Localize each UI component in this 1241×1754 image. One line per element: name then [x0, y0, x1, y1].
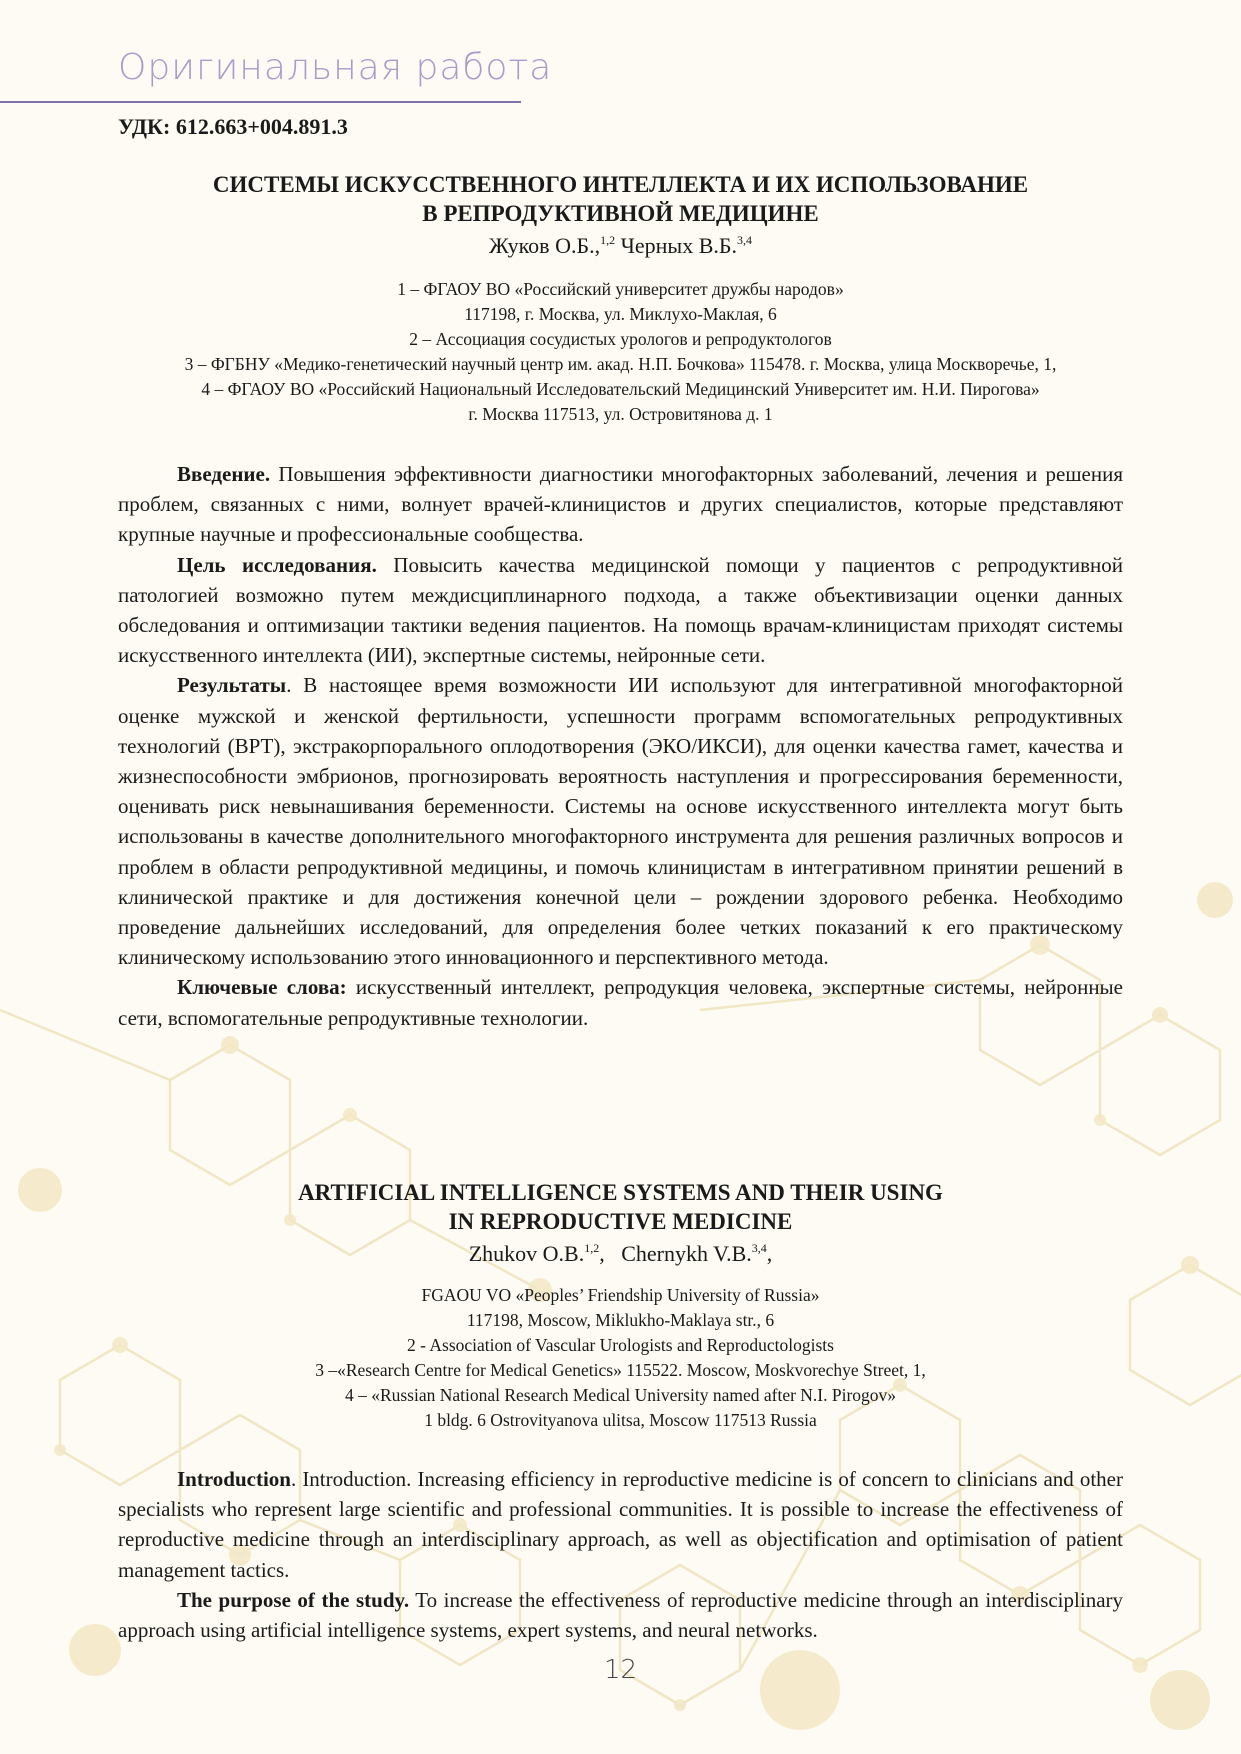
- ru-author-1: Жуков О.Б.,: [488, 233, 601, 258]
- ru-affiliation-line: 4 – ФГАОУ ВО «Российский Национальный Исследовательский Медицинский Университет им. Н.И. Пирогова»: [201, 379, 1040, 399]
- en-author-2: , Chernykh V.B.: [599, 1241, 752, 1266]
- en-title: [118, 1178, 1123, 1236]
- ru-authors: [118, 233, 1123, 259]
- ru-affiliation-line: 3 – ФГБНУ «Медико-генетический научный центр им. акад. Н.П. Бочкова» 115478. г. Москва, улица Москворечье, 1,: [184, 354, 1057, 374]
- ru-affiliation-line: 2 – Ассоциация сосудистых урологов и репродуктологов: [409, 329, 832, 349]
- ru-title-line-1: СИСТЕМЫ ИСКУССТВЕННОГО ИНТЕЛЛЕКТА И ИХ ИСПОЛЬЗОВАНИЕ: [212, 172, 1029, 197]
- ru-heading-introduction: Введение.: [177, 462, 271, 486]
- ru-title-line-2: В РЕПРОДУКТИВНОЙ МЕДИЦИНЕ: [422, 201, 819, 226]
- en-affiliation-line: 3 –«Research Centre for Medical Genetics» 115522. Moscow, Moskvorechye Street, 1,: [315, 1360, 926, 1380]
- ru-affiliation-line: 117198, г. Москва, ул. Миклухо-Маклая, 6: [464, 304, 777, 324]
- ru-author-2-affil: 3,4: [737, 233, 753, 247]
- section-header-label: Оригинальная работа: [118, 47, 553, 88]
- en-affiliation-line: FGAOU VO «Peoples’ Friendship University of Russia»: [421, 1285, 820, 1305]
- en-abstract: [118, 1464, 1123, 1645]
- ru-heading-results: Результаты: [177, 673, 287, 698]
- en-authors: Zhukov O.B.$^{1,2}$, Chernykh V.B.$^{3,4}$,: [468, 1241, 773, 1266]
- en-title-line-1: ARTIFICIAL INTELLIGENCE SYSTEMS AND THEIR USING: [298, 1180, 943, 1205]
- udc-code: УДК: 612.663+004.891.3: [118, 114, 348, 139]
- ru-author-2: Черных В.Б.: [615, 233, 738, 258]
- ru-paragraph-results: Результаты. В настоящее время возможности ИИ используют для интегративной многофакторной оценке мужской и женской фертильности, успешности программ вспомогательных репродуктивных технологий (ВРТ), экстракорпорального оплодотворения (ЭКО/ИКСИ), для оценки качества гамет, качества и жизнеспособности эмбрионов, прогнозировать вероятность наступления и прогрессирования беременности, оценивать риск невынашивания беременности. Системы на основе искусственного интеллекта могут быть использованы в качестве дополнительного многофакторного инструмента для решения различных вопросов и проблем в области репродуктивной медицины, и помочь клиницистам в интегративном принятии решений в клинической практике и для достижения конечной цели – рождении здорового ребенка. Необходимо проведение дальнейших исследований, для определения более четких показаний к его практическому клиническому использованию этого инновационного и перспективного метода.: [118, 673, 1123, 970]
- en-heading-aim: The purpose of the study.: [177, 1587, 410, 1612]
- ru-affiliation-line: 1 – ФГАОУ ВО «Российский университет дружбы народов»: [397, 279, 844, 299]
- en-affiliation-line: 1 bldg. 6 Ostrovityanova ulitsa, Moscow 117513 Russia: [424, 1410, 817, 1430]
- ru-paragraph-aim: Цель исследования. Повысить качества медицинской помощи у пациентов с репродуктивной патологией возможно путем междисциплинарного подхода, а также объективизации оценки данных обследования и оптимизации тактики ведения пациентов. На помощь врачам-клиницистам приходят системы искусственного интеллекта (ИИ), экспертные системы, нейронные сети.: [118, 552, 1123, 668]
- ru-heading-aim: Цель исследования.: [177, 552, 377, 577]
- ru-paragraph-keywords: Ключевые слова: искусственный интеллект, репродукция человека, экспертные системы, нейронные сети, вспомогательные репродуктивные технологии.: [118, 975, 1123, 1030]
- page-number: 12: [603, 1655, 638, 1685]
- ru-author-1-affil: 1,2: [600, 233, 616, 247]
- en-author-2-affil: 3,4: [751, 1241, 767, 1255]
- en-affiliation-line: 4 – «Russian National Research Medical University named after N.I. Pirogov»: [344, 1385, 897, 1405]
- en-affiliation-line: 117198, Moscow, Miklukho-Maklaya str., 6: [466, 1310, 775, 1330]
- ru-affiliation-line: г. Москва 117513, ул. Островитянова д. 1: [468, 404, 773, 424]
- en-affiliations: [118, 1283, 1123, 1433]
- en-author-1: Zhukov O.B.: [468, 1241, 585, 1266]
- ru-affiliations: [118, 277, 1123, 427]
- en-author-1-affil: 1,2: [584, 1241, 600, 1255]
- en-affiliation-line: 2 - Association of Vascular Urologists and Reproductologists: [407, 1335, 834, 1355]
- header-rule: [0, 101, 521, 103]
- en-heading-introduction: Introduction: [177, 1467, 291, 1491]
- ru-heading-keywords: Ключевые слова:: [177, 975, 347, 1000]
- en-paragraph-aim: The purpose of the study. To increase the effectiveness of reproductive medicine through an interdisciplinary approach using artificial intelligence systems, expert systems, and neural networks.: [118, 1587, 1124, 1643]
- ru-title: [118, 170, 1123, 228]
- en-paragraph-introduction: Introduction. Introduction. Increasing efficiency in reproductive medicine is of concern to clinicians and other specialists who represent large scientific and professional communities. It is possible to increase the effectiveness of reproductive medicine through an interdisciplinary approach, as well as objectification and optimisation of patient management tactics.: [118, 1467, 1123, 1582]
- ru-abstract: [118, 459, 1123, 1033]
- en-title-line-2: IN REPRODUCTIVE MEDICINE: [448, 1209, 793, 1234]
- ru-paragraph-introduction: Введение. Повышения эффективности диагностики многофакторных заболеваний, лечения и решения проблем, связанных с ними, волнует врачей-клиницистов и других специалистов, которые представляют крупные научные и профессиональные сообщества.: [118, 462, 1123, 547]
